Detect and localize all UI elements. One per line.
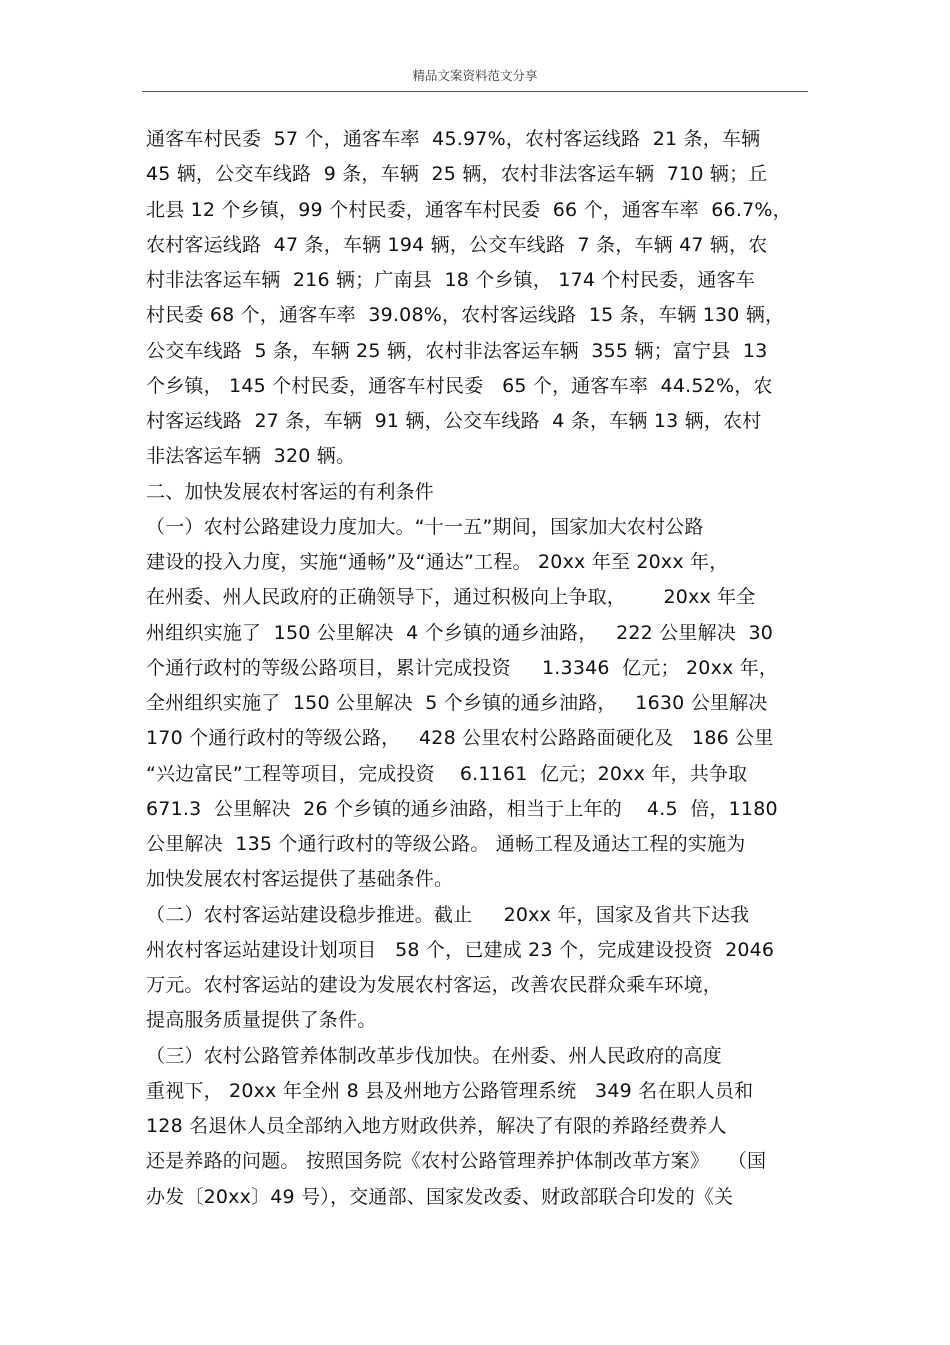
text-line: （一）农村公路建设力度加大。“十一五”期间，国家加大农村公路 [146,515,704,538]
text-line: 农村客运线路 47 条，车辆 194 辆，公交车线路 7 条，车辆 47 辆，农 [146,233,768,256]
text-line: 个乡镇， 145 个村民委，通客车村民委 65 个，通客车率 44.52%，农 [146,374,773,397]
section-heading: 二、加快发展农村客运的有利条件 [146,480,435,503]
text-line: 45 辆，公交车线路 9 条，车辆 25 辆，农村非法客运车辆 710 辆；丘 [146,163,768,186]
text-line: 村民委 68 个，通客车率 39.08%，农村客运线路 15 条，车辆 130 辆， [146,304,785,327]
text-line: 还是养路的问题。 按照国务院《农村公路管理养护体制改革方案》 （国 [146,1150,767,1173]
text-line: 重视下， 20xx 年全州 8 县及州地方公路管理系统 349 名在职人员和 [146,1079,754,1102]
text-line: 在州委、州人民政府的正确领导下，通过积极向上争取， 20xx 年全 [146,586,756,609]
text-line: 建设的投入力度，实施“通畅”及“通达”工程。 20xx 年至 20xx 年， [146,551,729,573]
text-line: 村非法客运车辆 216 辆；广南县 18 个乡镇， 174 个村民委，通客车 [146,269,756,291]
text-line: 通客车村民委 57 个，通客车率 45.97%，农村客运线路 21 条，车辆 [146,128,761,150]
text-line: 万元。农村客运站的建设为发展农村客运，改善农民群众乘车环境， [146,974,723,996]
text-line: （二）农村客运站建设稳步推进。截止 20xx 年，国家及省共下达我 [146,903,750,926]
text-line: 非法客运车辆 320 辆。 [146,445,356,468]
text-line: 州组织实施了 150 公里解决 4 个乡镇的通乡油路， 222 公里解决 30 [146,621,774,644]
text-line: 全州组织实施了 150 公里解决 5 个乡镇的通乡油路， 1630 公里解决 [146,692,768,714]
text-line: “兴边富民”工程等项目，完成投资 6.1161 亿元；20xx 年，共争取 [146,762,748,785]
text-line: 提高服务质量提供了条件。 [146,1009,377,1032]
text-line: 公里解决 135 个通行政村的等级公路。 通畅工程及通达工程的实施为 [146,833,746,855]
text-line: 办发〔20xx〕49 号），交通部、国家发改委、财政部联合印发的《关 [146,1185,734,1208]
page-header-title: 精品文案资料范文分享 [412,68,538,83]
text-line: （三）农村公路管养体制改革步伐加快。在州委、州人民政府的高度 [146,1044,723,1067]
text-line: 个通行政村的等级公路项目，累计完成投资 1.3346 亿元； 20xx 年， [146,656,779,679]
text-line: 671.3 公里解决 26 个乡镇的通乡油路，相当于上年的 4.5 倍，1180 [146,797,778,820]
text-line: 北县 12 个乡镇，99 个村民委，通客车村民委 66 个，通客车率 66.7%， [146,198,792,221]
text-line: 村客运线路 27 条，车辆 91 辆，公交车线路 4 条，车辆 13 辆，农村 [146,410,762,432]
header-divider [142,91,808,92]
document-body [146,122,816,1215]
text-line: 170 个通行政村的等级公路， 428 公里农村公路路面硬化及 186 公里 [146,727,774,750]
text-line: 州农村客运站建设计划项目 58 个，已建成 23 个，完成建设投资 2046 [146,938,775,961]
text-line: 加快发展农村客运提供了基础条件。 [146,868,454,891]
text-line: 128 名退休人员全部纳入地方财政供养，解决了有限的养路经费养人 [146,1115,727,1137]
text-line: 公交车线路 5 条，车辆 25 辆，农村非法客运车辆 355 辆；富宁县 13 [146,339,768,362]
